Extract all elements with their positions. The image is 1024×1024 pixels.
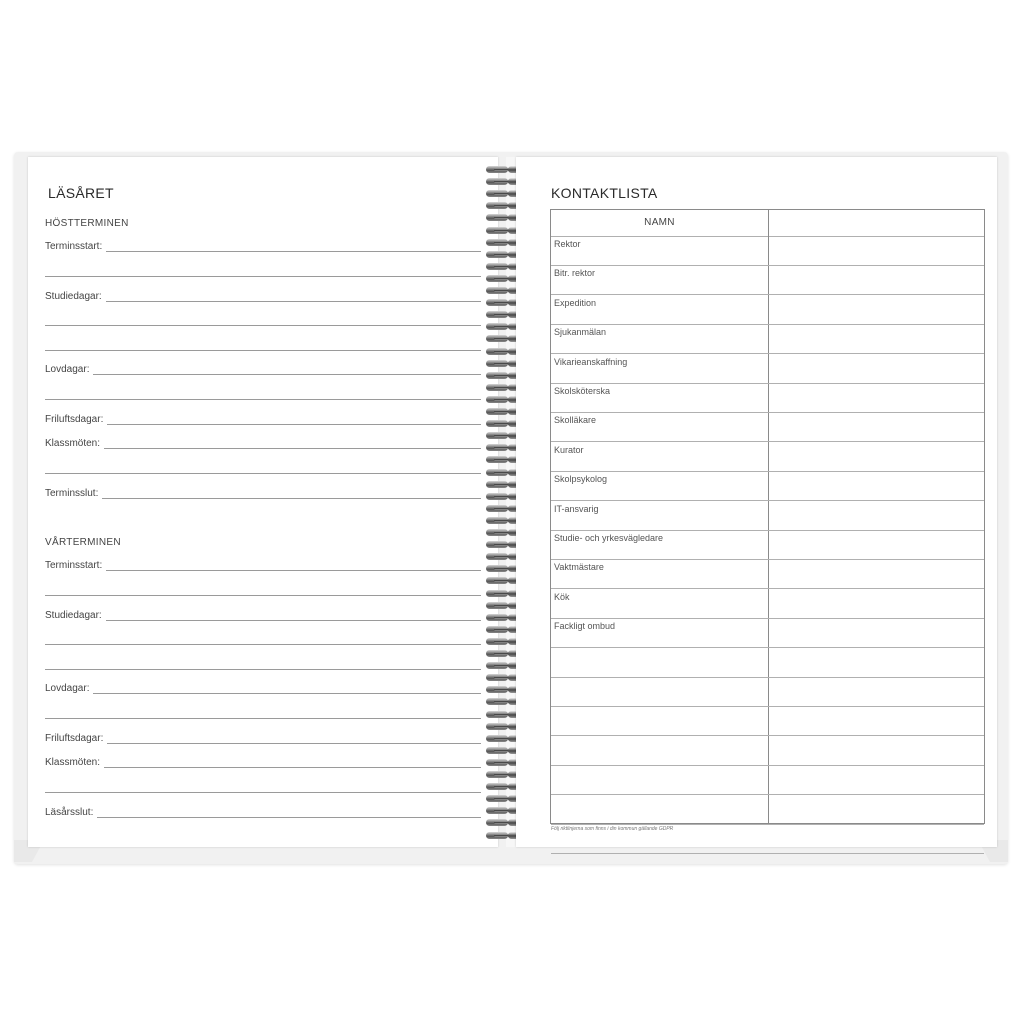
contact-role-label: Vikarieanskaffning — [554, 356, 628, 367]
writing-line[interactable] — [45, 424, 481, 425]
form-row — [45, 315, 481, 329]
contact-role-label: IT-ansvarig — [554, 503, 599, 514]
contact-row[interactable] — [551, 649, 984, 678]
form-row — [45, 291, 481, 305]
page-title-lasaret: LÄSÅRET — [48, 185, 114, 201]
form-label: Lovdagar: — [45, 364, 93, 375]
contact-role-label: Vaktmästare — [554, 562, 604, 573]
form-label: Friluftsdagar: — [45, 414, 107, 425]
writing-line[interactable] — [45, 693, 481, 694]
form-row — [45, 560, 481, 574]
form-label: Studiedagar: — [45, 610, 106, 621]
form-label: Läsårsslut: — [45, 807, 97, 818]
form-row — [45, 782, 481, 796]
form-label: Terminsstart: — [45, 241, 106, 252]
gdpr-footnote: Följ riktlinjerna som finns i din kommun gällande GDPR — [551, 826, 674, 832]
contact-row[interactable] — [551, 590, 984, 619]
writing-line[interactable] — [45, 595, 481, 596]
contact-role-label: Bitr. rektor — [554, 268, 596, 279]
row-divider — [551, 853, 984, 854]
page-title-kontaktlista: KONTAKTLISTA — [551, 185, 658, 201]
contact-row[interactable] — [551, 296, 984, 325]
form-label: Terminsslut: — [45, 488, 102, 499]
writing-line[interactable] — [45, 301, 481, 302]
writing-line[interactable] — [45, 448, 481, 449]
contact-row[interactable] — [551, 766, 984, 795]
contact-role-label: Sjukanmälan — [554, 327, 607, 338]
contact-row[interactable] — [551, 796, 984, 825]
form-row — [45, 807, 481, 821]
writing-line[interactable] — [45, 251, 481, 252]
form-row — [45, 463, 481, 477]
form-label: Terminsstart: — [45, 560, 106, 571]
form-row — [45, 634, 481, 648]
form-row — [45, 610, 481, 624]
contact-table-header — [551, 210, 768, 236]
form-row — [45, 241, 481, 255]
contact-role-label: Rektor — [554, 239, 581, 249]
writing-line[interactable] — [45, 350, 481, 351]
form-label: Klassmöten: — [45, 438, 104, 449]
form-row — [45, 733, 481, 747]
form-row — [45, 683, 481, 697]
contact-row[interactable] — [551, 413, 984, 442]
contact-row[interactable] — [551, 531, 984, 560]
contact-row[interactable] — [551, 443, 984, 472]
writing-line[interactable] — [45, 644, 481, 645]
form-label: Klassmöten: — [45, 757, 104, 768]
writing-line[interactable] — [45, 718, 481, 719]
contact-row[interactable] — [551, 560, 984, 589]
contact-row[interactable] — [551, 472, 984, 501]
writing-line[interactable] — [45, 792, 481, 793]
column-header-namn: NAMN — [644, 217, 675, 228]
writing-line[interactable] — [45, 498, 481, 499]
writing-line[interactable] — [45, 570, 481, 571]
form-label: Friluftsdagar: — [45, 733, 107, 744]
contact-row[interactable] — [551, 355, 984, 384]
contact-role-label: Studie- och yrkesvägledare — [554, 533, 664, 543]
contact-role-label: Expedition — [554, 297, 597, 308]
contact-row[interactable] — [551, 678, 984, 707]
writing-line[interactable] — [45, 399, 481, 400]
contact-role-label: Fackligt ombud — [554, 621, 616, 632]
contact-table — [550, 209, 985, 824]
form-label: Lovdagar: — [45, 683, 93, 694]
writing-line[interactable] — [45, 669, 481, 670]
contact-row[interactable] — [551, 266, 984, 295]
contact-role-label: Skolläkare — [554, 415, 597, 426]
form-row — [45, 414, 481, 428]
contact-role-label: Skolpsykolog — [554, 474, 608, 485]
contact-row[interactable] — [551, 707, 984, 736]
contact-row[interactable] — [551, 737, 984, 766]
left-page — [28, 157, 498, 847]
contact-row[interactable] — [551, 502, 984, 531]
writing-line[interactable] — [45, 473, 481, 474]
section-heading-autumn: HÖSTTERMINEN — [45, 218, 129, 229]
writing-line[interactable] — [45, 743, 481, 744]
writing-line[interactable] — [45, 767, 481, 768]
writing-line[interactable] — [45, 325, 481, 326]
form-row — [45, 585, 481, 599]
section-heading-spring: VÅRTERMINEN — [45, 537, 121, 548]
contact-row[interactable] — [551, 619, 984, 648]
form-row — [45, 438, 481, 452]
contact-role-label: Kurator — [554, 444, 584, 455]
writing-line[interactable] — [45, 620, 481, 621]
contact-role-label: Kök — [554, 591, 570, 602]
form-row — [45, 488, 481, 502]
writing-line[interactable] — [45, 374, 481, 375]
writing-line[interactable] — [45, 276, 481, 277]
contact-row[interactable] — [551, 325, 984, 354]
form-row — [45, 266, 481, 280]
form-row — [45, 659, 481, 673]
contact-role-label: Skolsköterska — [554, 386, 611, 396]
form-row — [45, 340, 481, 354]
form-row — [45, 364, 481, 378]
form-label: Studiedagar: — [45, 291, 106, 302]
contact-row[interactable] — [551, 384, 984, 413]
contact-row[interactable] — [551, 237, 984, 266]
form-row — [45, 757, 481, 771]
form-row — [45, 389, 481, 403]
writing-line[interactable] — [45, 817, 481, 818]
form-row — [45, 708, 481, 722]
